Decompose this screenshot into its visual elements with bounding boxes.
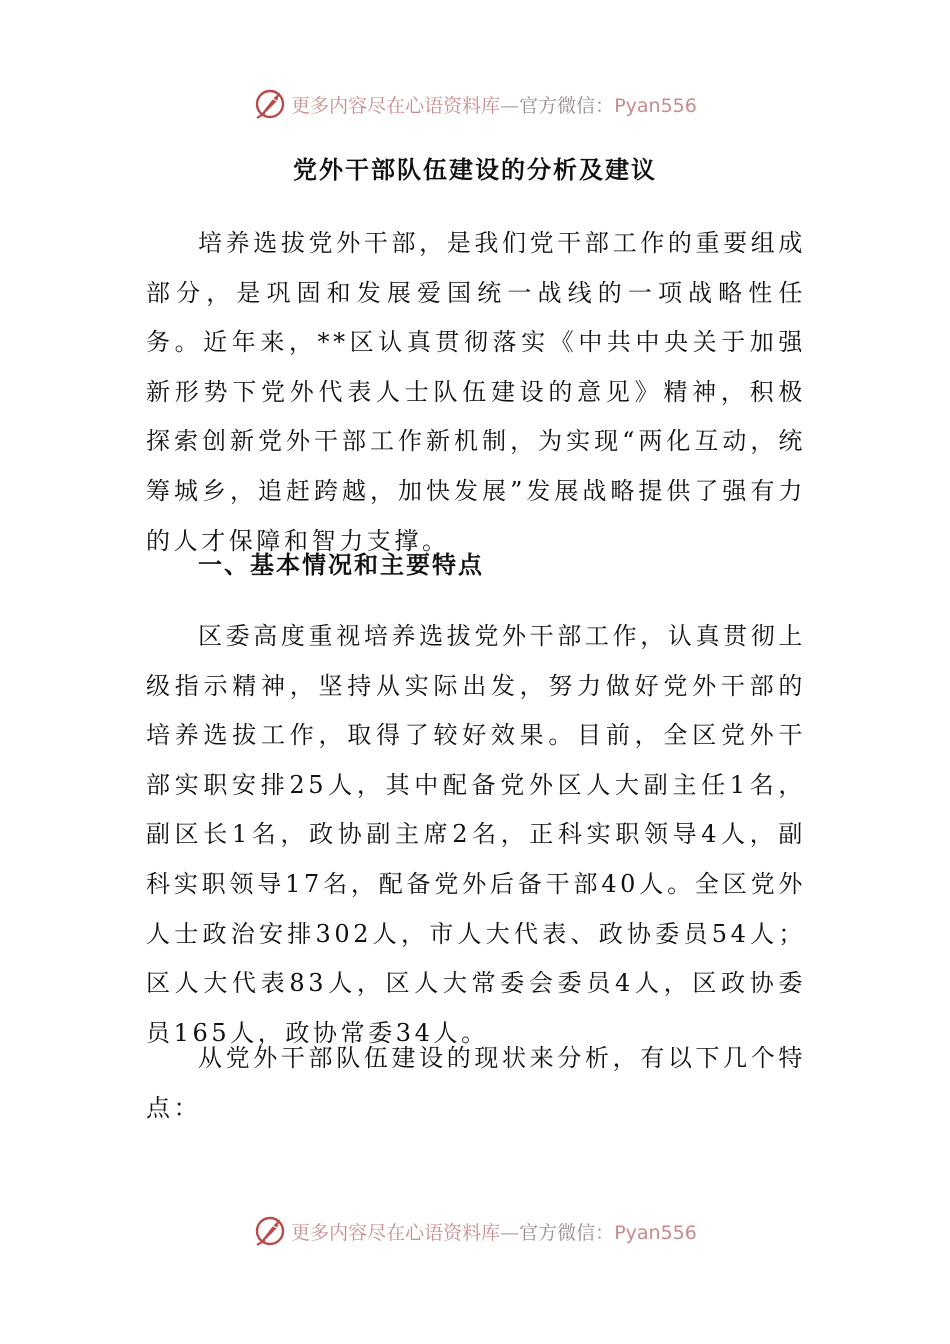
section-heading: 一、基本情况和主要特点 [198,550,484,579]
banner-wechat-label: 官方微信： [519,94,615,117]
intro-paragraph: 培养选拔党外干部，是我们党干部工作的重要组成部分，是巩固和发展爱国统一战线的一项战略性任务。近年来，**区认真贯彻落实《中共中央关于加强新形势下党外代表人士队伍建设的意见》精神，积极探索创新党外干部工作新机制，为实现“两化互动，统筹城乡，追赶跨越，加快发展”发展战略提供了强有力的人才保障和智力支撑。 [146,229,806,555]
banner-text [291,1218,697,1245]
footer-banner [0,1211,950,1251]
body-paragraph: 区委高度重视培养选拔党外干部工作，认真贯彻上级指示精神，坚持从实际出发，努力做好党外干部的培养选拔工作，取得了较好效果。目前，全区党外干部实职安排25人，其中配备党外区人大副主任1名，副区长1名，政协副主席2名，正科实职领导4人，副科实职领导17名，配备党外后备干部40人。全区党外人士政治安排302人，市人大代表、政协委员54人；区人大代表83人，区人大常委会委员4人，区政协委员165人，政协常委34人。 [146,622,806,1047]
banner-separator: — [500,1221,520,1244]
banner-text [291,91,697,118]
header-banner [0,84,950,124]
quill-pen-circle-icon [253,87,287,121]
page-title: 党外干部队伍建设的分析及建议 [293,155,657,184]
banner-wechat-id: Pyan556 [614,94,697,117]
body-paragraph-lead: 从党外干部队伍建设的现状来分析，有以下几个特点： [146,1044,806,1122]
banner-separator: — [500,94,520,117]
banner-brand: 更多内容尽在心语资料库 [291,1221,501,1244]
banner-brand: 更多内容尽在心语资料库 [291,94,501,117]
banner-wechat-label: 官方微信： [519,1221,615,1244]
quill-pen-circle-icon [253,1214,287,1248]
banner-wechat-id: Pyan556 [614,1221,697,1244]
